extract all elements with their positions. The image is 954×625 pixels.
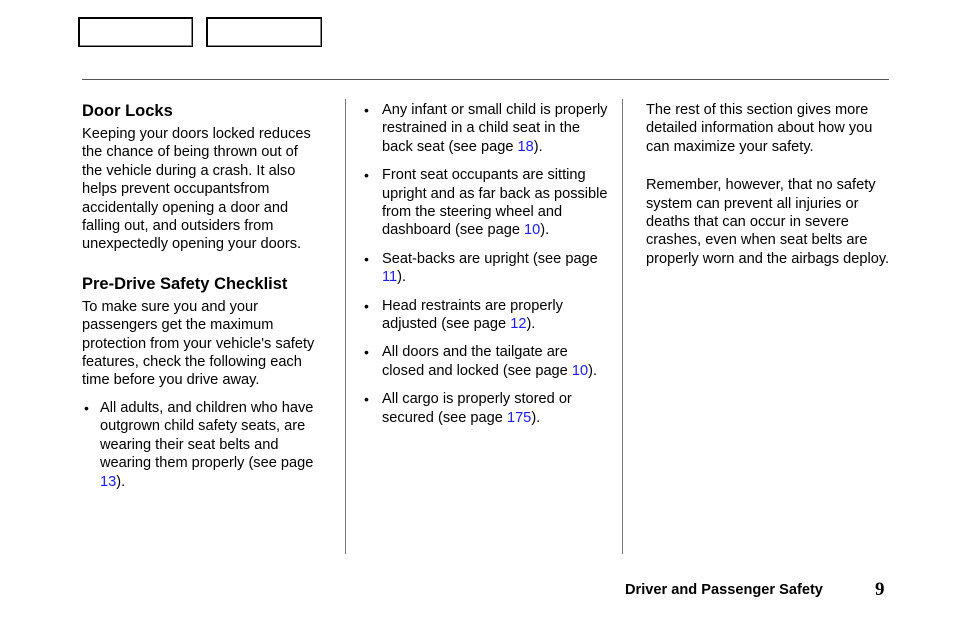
page-link[interactable]: 10 xyxy=(524,222,541,239)
page-link[interactable]: 12 xyxy=(510,316,527,333)
checklist-item: • Head restraints are properly adjusted (see page 12). xyxy=(362,297,610,334)
page-link[interactable]: 13 xyxy=(100,473,117,490)
checklist-intro: To make sure you and your passengers get the maximum protection from your vehicle's safety features, check the following each time before you drive away. xyxy=(82,298,315,389)
footer-section-title: Driver and Passenger Safety xyxy=(625,582,823,598)
checklist-list xyxy=(82,399,320,491)
header-rule xyxy=(82,79,889,80)
door-locks-heading: Door Locks xyxy=(82,102,173,120)
page-number: 9 xyxy=(875,579,885,600)
column-divider xyxy=(345,99,346,554)
page-link[interactable]: 18 xyxy=(517,138,534,155)
page-link[interactable]: 11 xyxy=(382,269,398,286)
page-link[interactable]: 10 xyxy=(571,362,589,379)
checklist-heading: Pre-Drive Safety Checklist xyxy=(82,274,288,293)
checklist-item: • All cargo is properly stored or secured (see page 175). xyxy=(362,390,610,427)
nav-button-next[interactable] xyxy=(206,17,322,47)
right-column xyxy=(646,101,894,268)
middle-column xyxy=(362,101,610,437)
checklist-item: • Front seat occupants are sitting upright and as far back as possible from the steering wheel and dashboard (see page 10). xyxy=(362,166,610,240)
checklist-item: • All doors and the tailgate are closed and locked (see page 10). xyxy=(362,343,610,380)
safety-caution-paragraph: Remember, however, that no safety system can prevent all injuries or deaths that can occur in severe crashes, even when seat belts are properly worn and the airbags deploy. xyxy=(646,177,890,267)
nav-button-previous[interactable] xyxy=(78,17,193,47)
column-divider xyxy=(622,99,623,554)
checklist-item: • Seat-backs are upright (see page 11). xyxy=(362,250,610,287)
checklist-list-continued xyxy=(362,101,610,427)
door-locks-paragraph: Keeping your doors locked reduces the chance of being thrown out of the vehicle during a crash. It also helps prevent occupantsfrom accidentally opening a door and falling out, and outsiders from unexpectedly opening your doors. xyxy=(82,126,311,253)
checklist-item: • All adults, and children who have outgrown child safety seats, are wearing their seat belts and wearing them properly (see page 13). xyxy=(82,399,320,491)
left-column xyxy=(82,101,320,501)
checklist-item: • Any infant or small child is properly restrained in a child seat in the back seat (see page 18). xyxy=(362,101,610,156)
section-intro-paragraph: The rest of this section gives more detailed information about how you can maximize your safety. xyxy=(646,102,873,155)
page-link[interactable]: 175 xyxy=(506,409,532,426)
